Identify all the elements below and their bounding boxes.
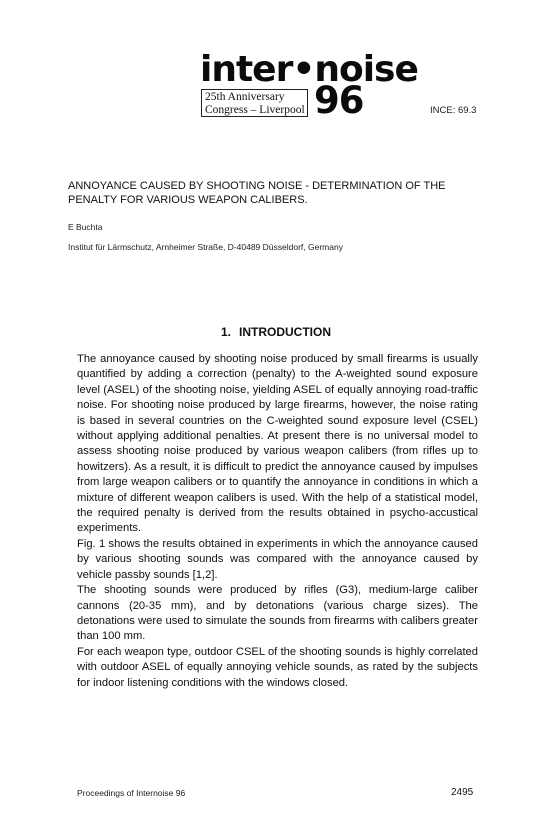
paragraph-3: The shooting sounds were produced by rifles (G3), medium-large caliber cannons (20-35 mm), and by detonations (various charge sizes). The detonations were used to simulate the sounds from firearms with calibers greater than 100 mm.	[77, 584, 478, 643]
footer-proceedings: Proceedings of Internoise 96	[77, 788, 186, 798]
paragraph-4: For each weapon type, outdoor CSEL of the shooting sounds is highly correlated with outdoor ASEL of equally annoying vehicle sounds, as rated by the subjects for indoor listening conditions with the windows closed.	[77, 645, 478, 689]
body-text	[77, 352, 478, 691]
paragraph-2: Fig. 1 shows the results obtained in experiments in which the annoyance caused by various shooting sounds was compared with the annoyance caused by vehicle passby sounds [1,2].	[77, 537, 478, 581]
section-heading	[0, 325, 552, 339]
conference-logo-box	[201, 89, 308, 117]
section-number: 1.	[220, 325, 231, 339]
paragraph-1: The annoyance caused by shooting noise produced by small firearms is usually quantified by adding a correction (penalty) to the A-weighted sound exposure level (ASEL) of the shooting noise, yielding ASEL of equally annoying road-traffic noise. For shooting noise produced by large firearms, however, the noise rating is based in several countries on the C-weighted sound exposure level (CSEL) without applying additional penalties. At present there is no universal model to assess shooting noise produced by various weapon calibers (from rifles up to howitzers). As a result, it is difficult to predict the annoyance caused by impulses from large weapon calibers or to quantify the annoyance in conditions in which a mixture of different weapon calibers is used. With the help of a statistical model, the required penalty is derived from the results obtained in psycho-accustical experiments.	[77, 353, 478, 535]
ince-code: INCE: 69.3	[430, 105, 477, 116]
paper-author: E Buchta	[68, 222, 103, 232]
paper-affiliation: Institut für Lärmschutz, Arnheimer Straße, D-40489 Düsseldorf, Germany	[68, 242, 343, 252]
paper-title: ANNOYANCE CAUSED BY SHOOTING NOISE - DETERMINATION OF THE PENALTY FOR VARIOUS WEAPON CALIBERS.	[68, 180, 446, 206]
section-title: INTRODUCTION	[239, 325, 331, 339]
conference-logo-wordmark: inter•noise	[200, 49, 418, 90]
conference-logo-year: 96	[314, 79, 364, 122]
logo-box-line-1: 25th Anniversary	[205, 91, 285, 103]
footer-page-number: 2495	[451, 787, 474, 798]
logo-box-line-2: Congress – Liverpool	[205, 104, 305, 116]
